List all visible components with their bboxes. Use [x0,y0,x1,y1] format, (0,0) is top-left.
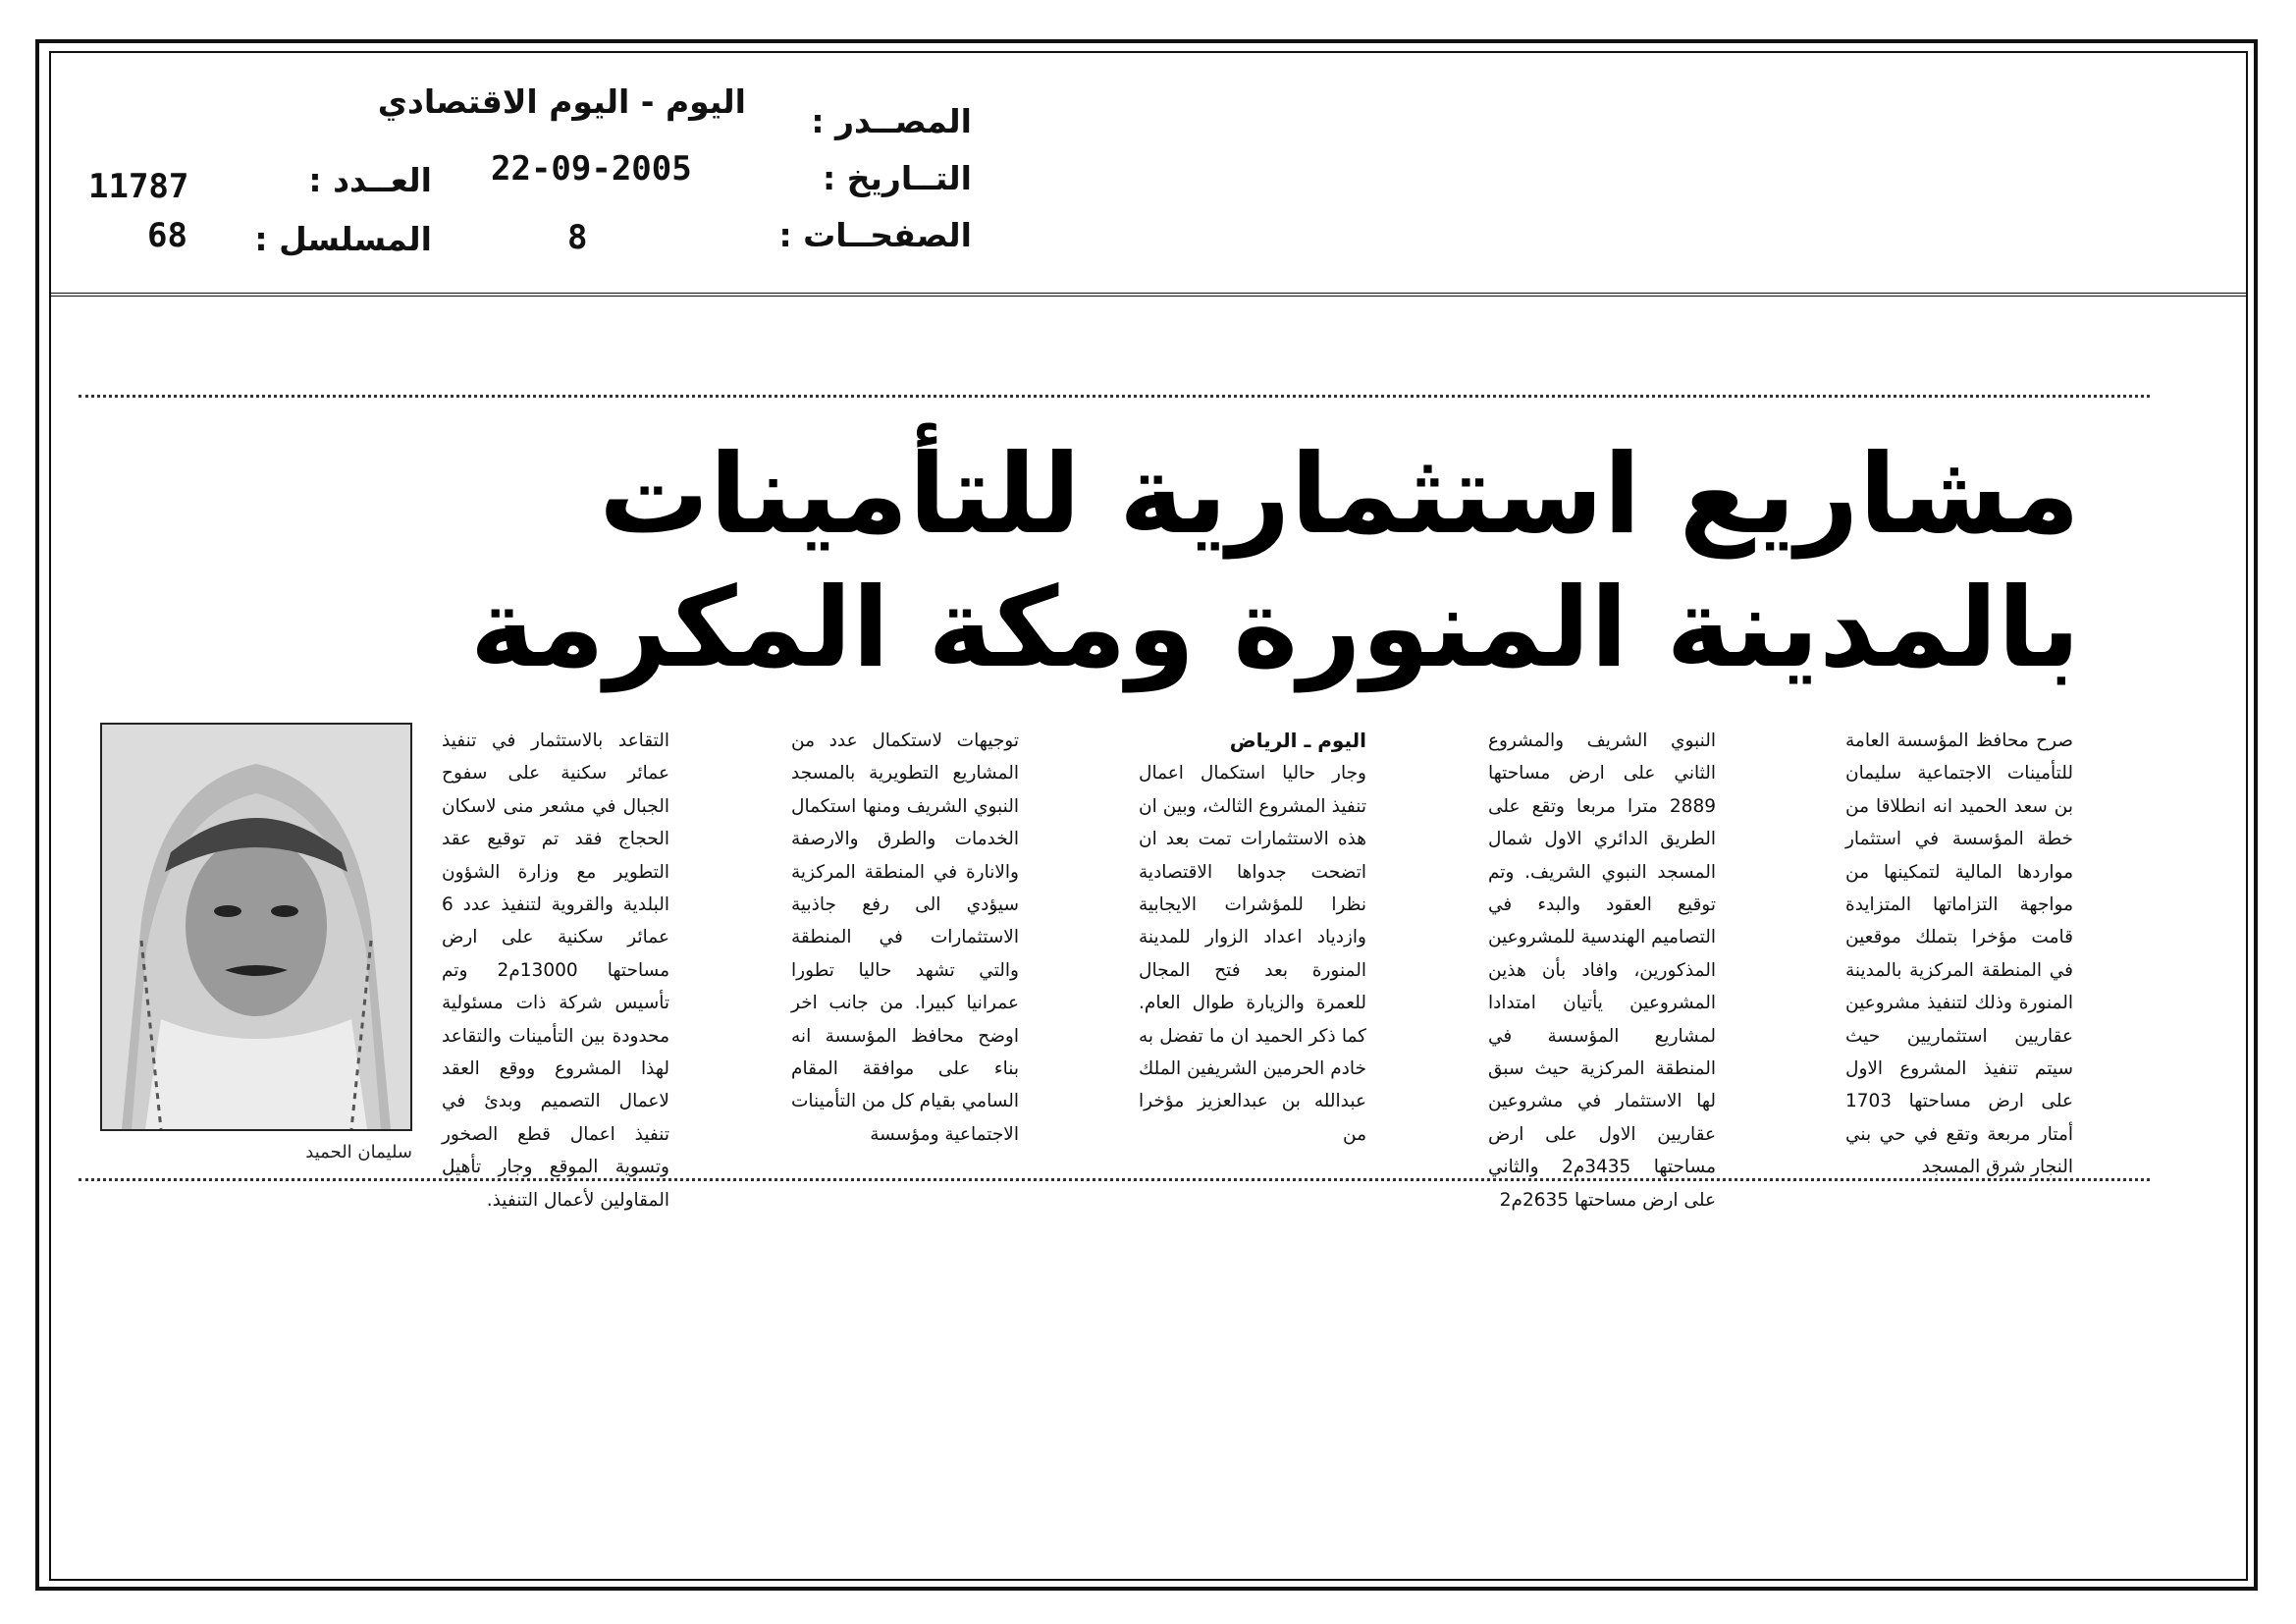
issue-value: 11787 [88,167,189,206]
headline-line-1: مشاريع استثمارية للتأمينات [599,431,2080,559]
article-column-2: النبوي الشريف والمشروع الثاني على ارض مساحتها 2889 مترا مربعا وتقع على الطريق الدائري الاول شمال المسجد النبوي الشريف. وتم توقيع العقود والبدء في التصاميم الهندسية للمشروعين المذكورين، وافاد بأن هذين المشروعين يأتيان امتدادا لمشاريع المؤسسة في المنطقة المركزية حيث سبق لها الاستثمار في مشروعين عقاريين الاول على ارض مساحتها 3435م2 والثاني على ارض مساحتها 2635م2 [1487,731,1716,1211]
source-label: المصــدر : [811,102,972,140]
byline: اليوم ـ الرياض [1229,729,1366,752]
source-value: اليوم - اليوم الاقتصادي [377,82,746,121]
headline-line-2: بالمدينة المنورة ومكة المكرمة [469,565,2080,692]
photo-caption: سليمان الحميد [305,1142,412,1163]
article-column-3 [1139,725,1366,1151]
article-column-1: صرح محافظ المؤسسة العامة للتأمينات الاجتماعية سليمان بن سعد الحميد انه انطلاقا من خطة المؤسسة في استثمار مواردها المالية لتمكينها من مواجهة التزاماتها المتزايدة قامت مؤخرا بتملك موقعين في المنطقة المركزية بالمدينة المنورة وذلك لتنفيذ مشروعين عقاريين استثماريين حيث سيتم تنفيذ المشروع الاول على ارض مساحتها 1703 أمتار مربعة وتقع في حي بني النجار شرق المسجد [1845,731,2073,1178]
serial-label: المسلسل : [254,220,432,258]
pages-value: 8 [567,218,588,257]
portrait-illustration [102,725,410,1129]
article-column-3-text: وجار حاليا استكمال اعمال تنفيذ المشروع الثالث، وبين ان هذه الاستثمارات تمت بعد ان اتضحت جدواها الاقتصادية نظرا للمؤشرات الايجابية وازدياد اعداد الزوار للمدينة المنورة بعد فتح المجال للعمرة والزيارة طوال العام. كما ذكر الحميد ان ما تفضل به خادم الحرمين الشريفين الملك عبدالله بن عبدالعزيز مؤخرا من [1139,763,1366,1145]
pages-label: الصفحــات : [778,216,972,254]
article-column-5: التقاعد بالاستثمار في تنفيذ عمائر سكنية على سفوح الجبال في مشعر منى لاسكان الحجاج فقد تم توقيع عقد التطوير مع وزارة الشؤون البلدية والقروية لتنفيذ عدد 6 عمائر سكنية على ارض مساحتها 13000م2 وتم تأسيس شركة ذات مسئولية محدودة بين التأمينات والتقاعد لهذا المشروع ووقع العقد لاعمال التصميم وبدئ في تنفيذ اعمال قطع الصخور وتسوية الموقع وجار تأهيل المقاولين لأعمال التنفيذ. [442,731,669,1211]
article-bottom-rule [79,1178,2150,1181]
serial-value: 68 [147,216,187,255]
article-top-rule [79,395,2150,398]
date-value: 22-09-2005 [491,149,692,189]
date-label: التــاريخ : [823,159,972,197]
clipping-header [49,51,2248,297]
portrait-photo [100,723,412,1131]
article-column-4: توجيهات لاستكمال عدد من المشاريع التطويرية بالمسجد النبوي الشريف ومنها استكمال الخدمات والطرق والارصفة والانارة في المنطقة المركزية سيؤدي الى رفع جاذبية الاستثمارات في المنطقة والتي تشهد حاليا تطورا عمرانيا كبيرا. من جانب اخر اوضح محافظ المؤسسة انه بناء على موافقة المقام السامي بقيام كل من التأمينات الاجتماعية ومؤسسة [791,731,1019,1145]
issue-label: العــدد : [308,161,432,199]
